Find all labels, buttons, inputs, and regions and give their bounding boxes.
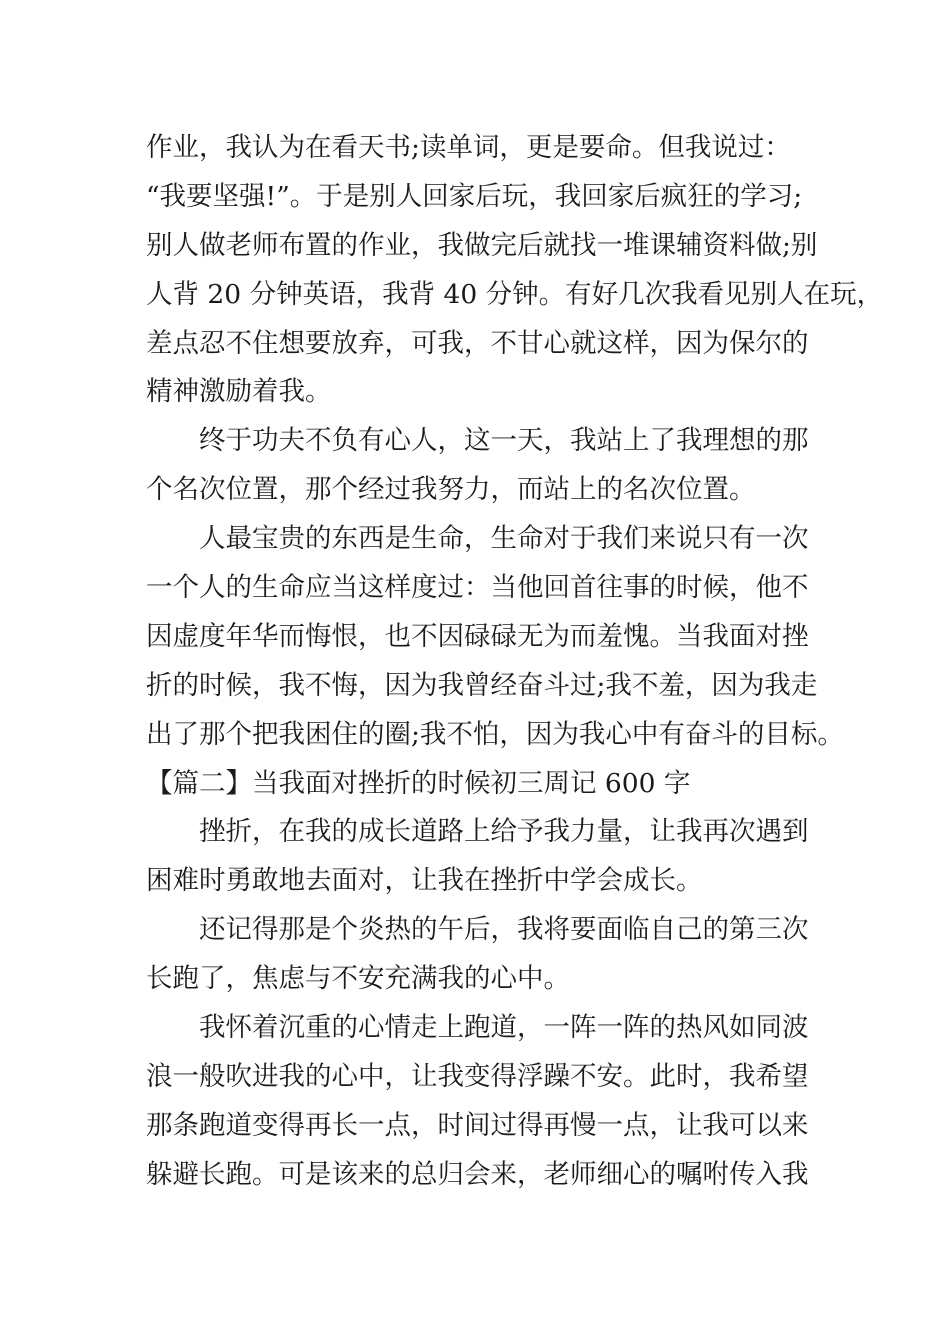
text-line: 长跑了，焦虑与不安充满我的心中。 [146, 963, 570, 995]
text-line: 折的时候，我不悔，因为我曾经奋斗过;我不羞，因为我走 [146, 669, 818, 701]
text-line: 人最宝贵的东西是生命，生命对于我们来说只有一次 [199, 523, 809, 555]
text-line: 个名次位置，那个经过我努力，而站上的名次位置。 [146, 474, 756, 506]
text-line: 那条跑道变得再长一点，时间过得再慢一点，让我可以来 [146, 1109, 809, 1141]
text-line: 出了那个把我困住的圈;我不怕，因为我心中有奋斗的目标。 [146, 718, 844, 750]
text-line: 人背 20 分钟英语，我背 40 分钟。有好几次我看见别人在玩， [146, 278, 884, 310]
text-line: 困难时勇敢地去面对，让我在挫折中学会成长。 [146, 865, 703, 897]
document-body-text [146, 124, 884, 1200]
text-line: 终于功夫不负有心人，这一天，我站上了我理想的那 [199, 425, 809, 457]
text-line: 还记得那是个炎热的午后，我将要面临自己的第三次 [199, 914, 809, 946]
text-line: 因虚度年华而悔恨，也不因碌碌无为而羞愧。当我面对挫 [146, 620, 809, 652]
text-line: 我怀着沉重的心情走上跑道，一阵一阵的热风如同波 [199, 1012, 809, 1044]
text-line: “我要坚强!”。于是别人回家后玩，我回家后疯狂的学习; [146, 180, 803, 212]
text-line: 【篇二】当我面对挫折的时候初三周记 600 字 [146, 767, 691, 799]
text-line: 别人做老师布置的作业，我做完后就找一堆课辅资料做;别 [146, 229, 818, 261]
text-line: 精神激励着我。 [146, 376, 332, 408]
text-line: 躲避长跑。可是该来的总归会来，老师细心的嘱咐传入我 [146, 1158, 809, 1190]
text-line: 挫折，在我的成长道路上给予我力量，让我再次遇到 [199, 816, 809, 848]
text-line: 一个人的生命应当这样度过：当他回首往事的时候，他不 [146, 572, 809, 604]
text-line: 差点忍不住想要放弃，可我，不甘心就这样，因为保尔的 [146, 327, 809, 359]
text-line: 浪一般吹进我的心中，让我变得浮躁不安。此时，我希望 [146, 1060, 809, 1092]
text-line: 作业，我认为在看天书;读单词，更是要命。但我说过： [146, 132, 791, 163]
